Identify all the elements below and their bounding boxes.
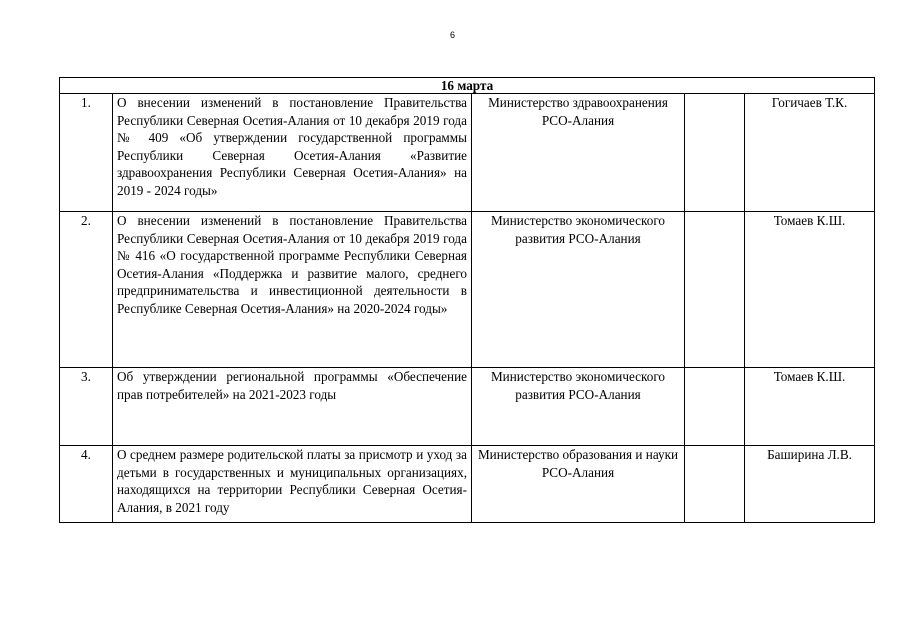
row-responsible: Гогичаев Т.К. [745,94,875,212]
date-header: 16 марта [60,78,875,94]
row-responsible: Томаев К.Ш. [745,368,875,446]
row-empty-cell [685,212,745,368]
row-organization: Министерство экономического развития РСО-Алания [472,368,685,446]
table-row [60,368,875,446]
page-number: 6 [449,30,455,40]
row-title: О внесении изменений в постановление Правительства Республики Северная Осетия-Алания от 10 декабря 2019 года № 416 «О государственной программе Республики Северная Осетия-Алания «Поддержка и развитие малого, среднего предпринимательства и инвестиционной деятельности в Республике Северная Осетия-Алания» на 2020-2024 годы» [113,212,472,368]
row-organization: Министерство здравоохранения РСО-Алания [472,94,685,212]
table-row [60,94,875,212]
row-title: О среднем размере родительской платы за присмотр и уход за детьми в государственных и муниципальных организациях, находящихся на территории Республики Северная Осетия-Алания, в 2021 году [113,446,472,523]
table-row [60,446,875,523]
row-empty-cell [685,446,745,523]
table-row [60,212,875,368]
date-header-row [60,78,875,94]
row-organization: Министерство образования и науки РСО-Алания [472,446,685,523]
row-title: Об утверждении региональной программы «Обеспечение прав потребителей» на 2021-2023 годы [113,368,472,446]
row-empty-cell [685,94,745,212]
row-title: О внесении изменений в постановление Правительства Республики Северная Осетия-Алания от 10 декабря 2019 года № 409 «Об утверждении государственной программы Республики Северная Осетия-Алания «Развитие здравоохранения Республики Северная Осетия-Алания» на 2019 - 2024 годы» [113,94,472,212]
row-number: 3. [60,368,113,446]
row-number: 1. [60,94,113,212]
row-number: 4. [60,446,113,523]
row-empty-cell [685,368,745,446]
row-organization: Министерство экономического развития РСО-Алания [472,212,685,368]
row-responsible: Томаев К.Ш. [745,212,875,368]
schedule-table [59,77,875,523]
row-number: 2. [60,212,113,368]
row-responsible: Баширина Л.В. [745,446,875,523]
